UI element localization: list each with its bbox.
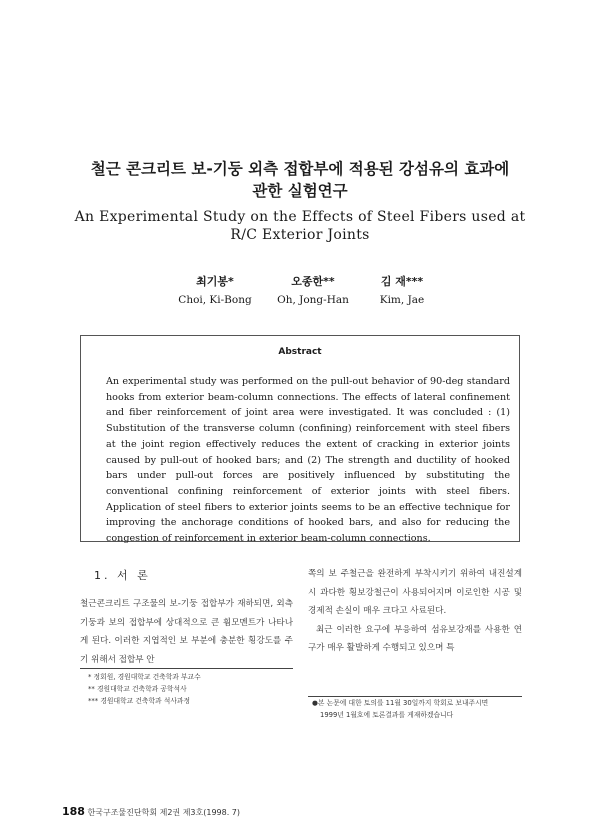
section-heading: 1. 서 론 <box>94 569 151 582</box>
footnote-author-2: ** 경원대학교 건축학과 공학석사 <box>88 685 187 693</box>
footnote-author-1: * 정회원, 경원대학교 건축학과 부교수 <box>88 673 201 681</box>
journal-citation: 한국구조물진단학회 제2권 제3호(1998. 7) <box>87 808 241 817</box>
author-3-korean: 김 재*** <box>380 275 424 288</box>
left-column-text: 철근콘크리트 구조물의 보-기둥 접합부가 재하되면, 외측 기둥과 보의 접합부에 상대적으로 큰 휨모멘트가 나타나게 된다. 이러한 지엽적인 보 부분에 충분한 횡강도를 주기 위해서 접합부 안 <box>80 599 293 665</box>
title-english-line2: R/C Exterior Joints <box>230 227 370 243</box>
page-footer <box>62 805 240 818</box>
footnote-discussion-line2: 1999년 1월호에 토론결과를 게재하겠습니다 <box>320 711 454 719</box>
abstract-heading: Abstract <box>278 347 322 357</box>
title-english-line1: An Experimental Study on the Effects of Steel Fibers used at <box>74 209 526 225</box>
author-3-english: Kim, Jae <box>379 294 425 306</box>
footnote-author-3: *** 경원대학교 건축학과 석사과정 <box>88 697 191 705</box>
right-paragraph-2: 최근 이러한 요구에 부응하여 섬유보강재를 사용한 연구가 매우 활발하게 수행되고 있으며 특 <box>308 624 522 654</box>
title-korean-line2: 관한 실험연구 <box>252 182 348 200</box>
footnote-right <box>312 697 526 721</box>
author-2-english: Oh, Jong-Han <box>277 294 349 306</box>
author-3 <box>342 275 462 307</box>
right-paragraph-1: 쪽의 보 주철근을 완전하게 부착시키기 위하여 내진설계시 과다한 횡보강철근이 사용되어지며 이로인한 시공 및 경제적 손실이 매우 크다고 사료된다. <box>308 569 522 617</box>
title-korean-line1: 철근 콘크리트 보-기둥 외측 접합부에 적용된 강섬유의 효과에 <box>90 160 510 178</box>
page-number: 188 <box>62 805 85 818</box>
footnote-divider-left <box>80 668 293 669</box>
author-2-korean: 오종한** <box>291 275 335 288</box>
author-1-english: Choi, Ki-Bong <box>178 294 252 306</box>
author-1-korean: 최기봉* <box>196 275 234 288</box>
right-column-text <box>308 565 522 658</box>
abstract-text: An experimental study was performed on the pull-out behavior of 90-deg standard hooks from exterior beam-column connections. The effects of lateral confinement and fiber reinforcement of joint area were investigated. It was concluded : (1) Substitution of the transverse column (confining) reinforcement with steel fibers at the joint region effectively reduces the extent of cracking in exterior joints caused by pull-out of hooked bars; and (2) The strength and ductility of hooked bars under pull-out forces are positively influenced by substituting the conventional confining reinforcement of exterior joints with steel fibers. Application of steel fibers to exterior joints seems to be an effective technique for improving the anchorage conditions of hooked bars, and also for reducing the congestion of reinforcement in exterior beam-column connections. <box>106 376 510 545</box>
footnote-discussion-line1: ●본 논문에 대한 토의를 11월 30일까지 학회로 보내주시면 <box>312 699 489 707</box>
footnotes-left <box>88 671 298 707</box>
